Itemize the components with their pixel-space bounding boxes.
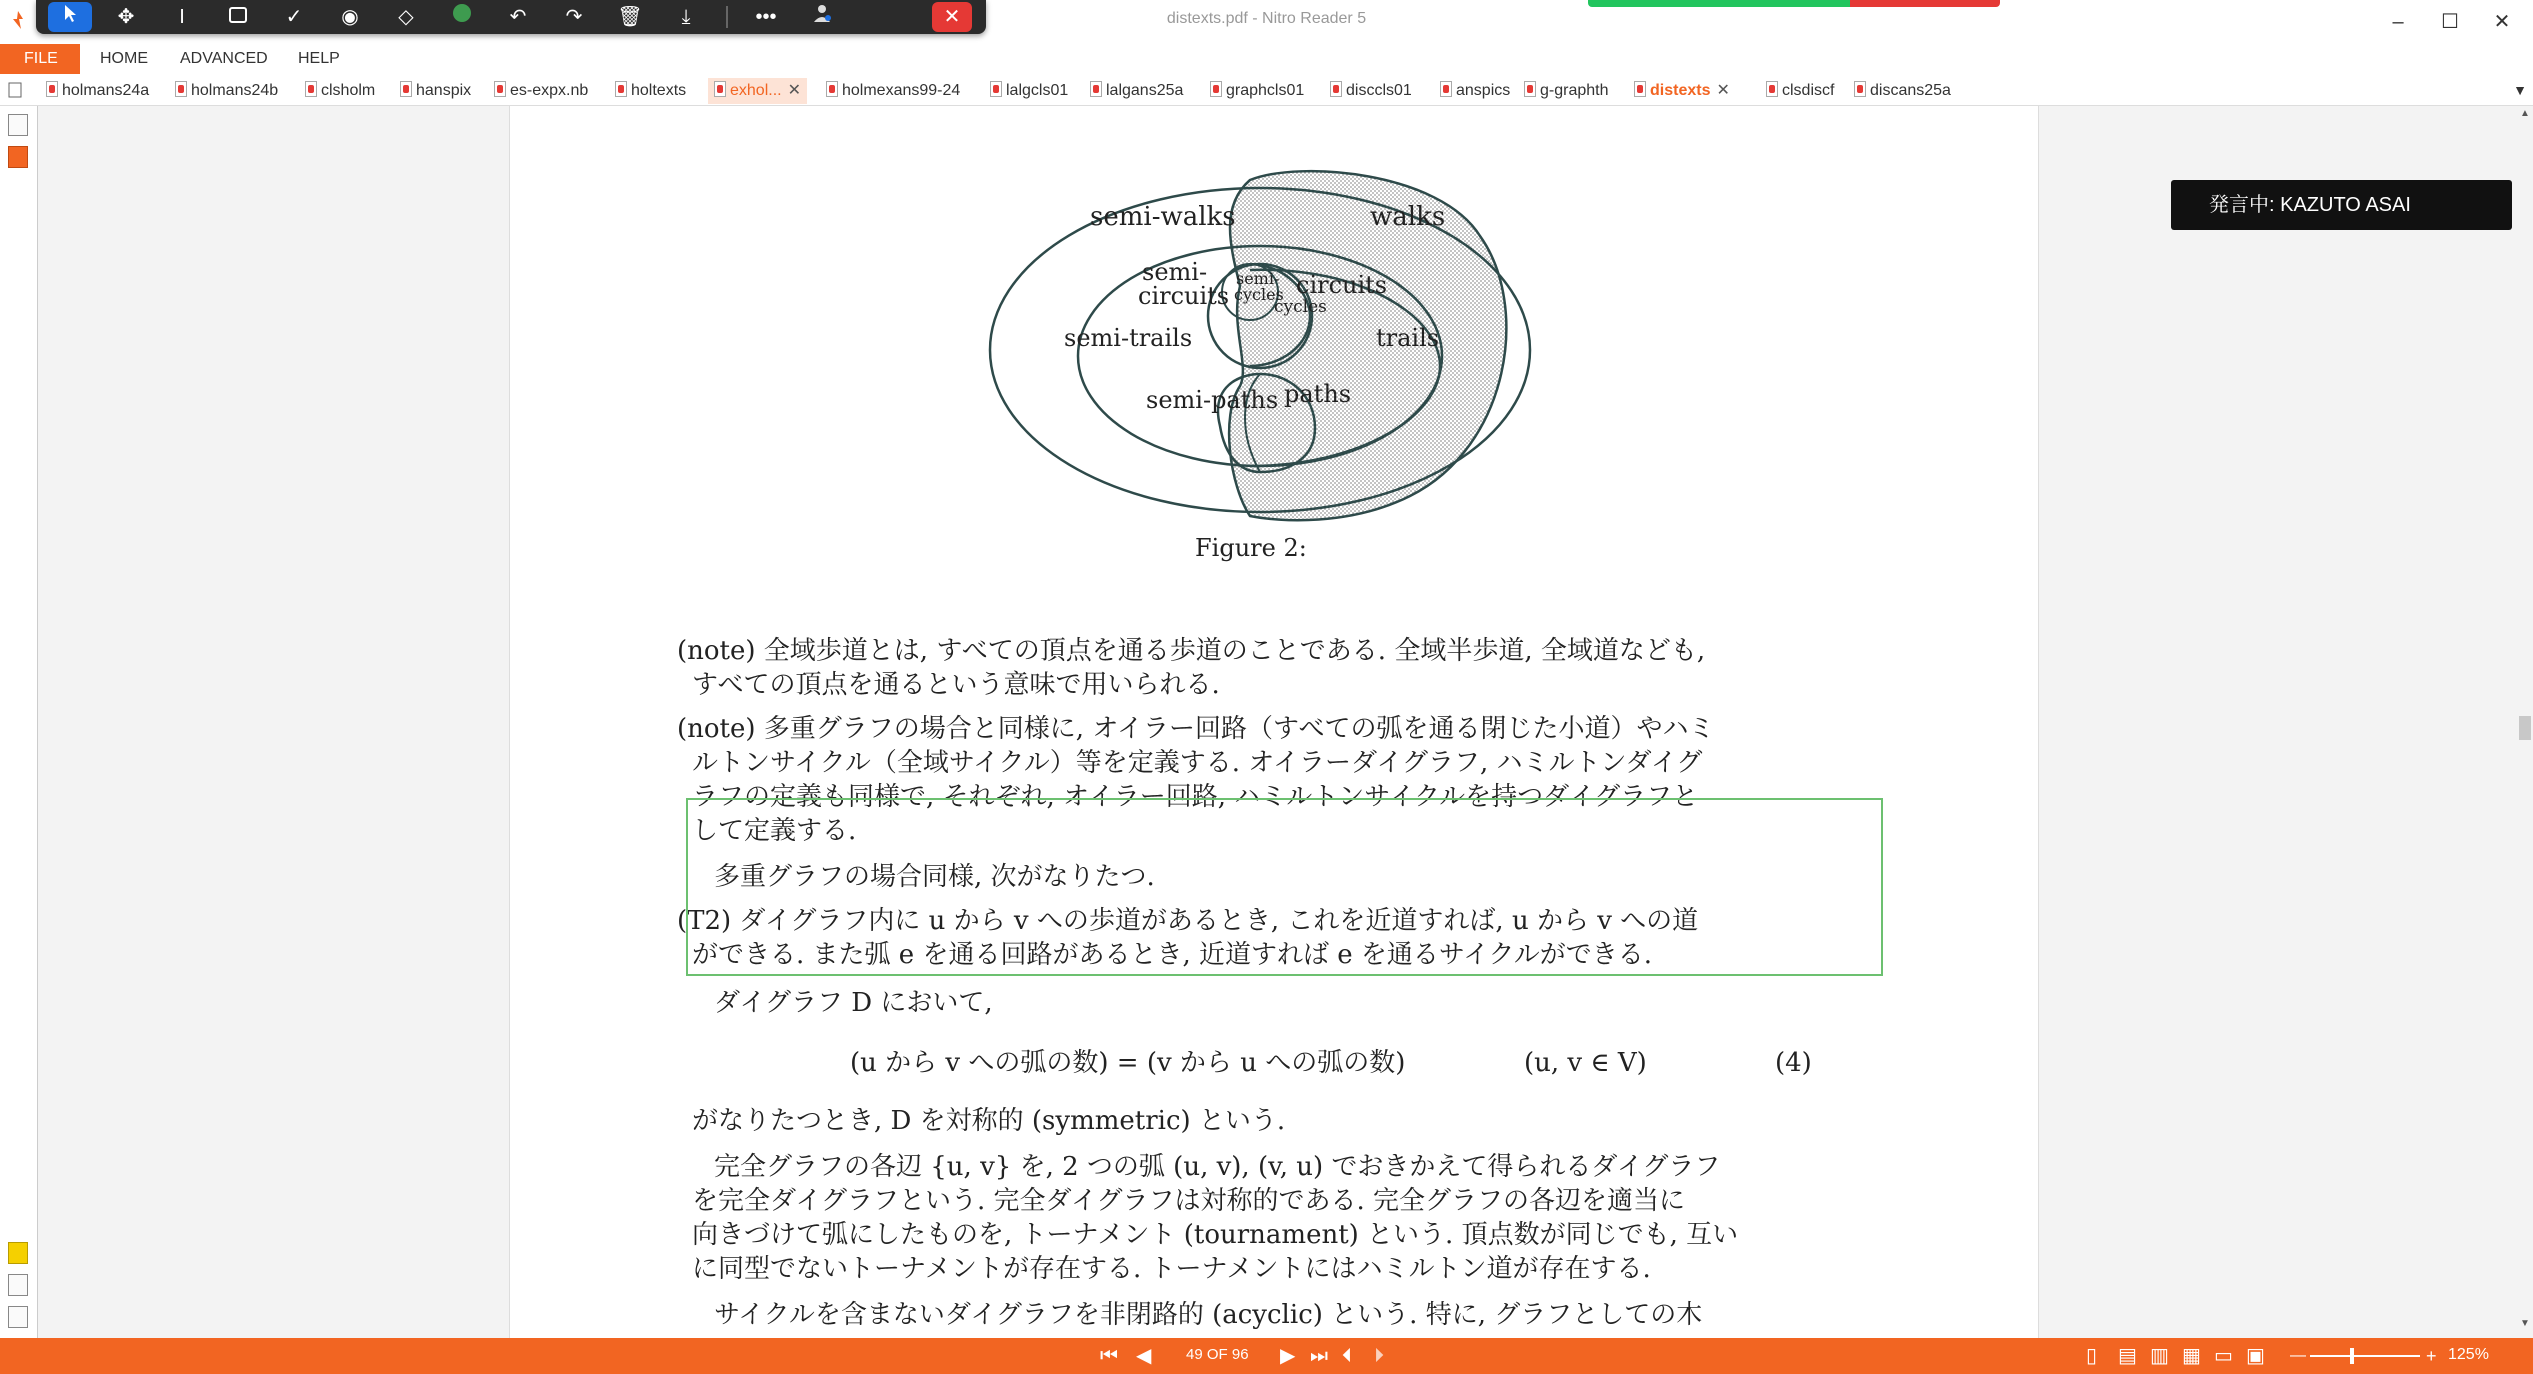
- pdf-file-icon: [175, 81, 187, 97]
- label-circuits: circuits: [1296, 271, 1388, 299]
- note2-line2: ルトンサイクル（全域サイクル）等を定義する. オイラーダイグラフ, ハミルトンダイグ: [692, 748, 1703, 778]
- page-indicator[interactable]: 49 OF 96: [1186, 1346, 1249, 1363]
- tab-holmans24b[interactable]: holmans24b: [175, 78, 278, 104]
- label-trails: trails: [1376, 324, 1440, 352]
- pdf-file-icon: [1090, 81, 1102, 97]
- pdf-file-icon: [1524, 81, 1536, 97]
- venn-diagram: [970, 166, 1550, 546]
- note1-line1: (note) 全域歩道とは, すべての頂点を通る歩道のことである. 全域半歩道, 全域道なども,: [677, 636, 1706, 666]
- vertical-scrollbar[interactable]: [2517, 106, 2533, 1338]
- tab-es-expx[interactable]: es-expx.nb: [494, 78, 588, 104]
- pan-icon[interactable]: ✥: [117, 6, 135, 28]
- fit-width-icon[interactable]: ▭: [2214, 1345, 2233, 1367]
- pages-panel-icon[interactable]: [8, 114, 28, 136]
- tab-lalgans25a[interactable]: lalgans25a: [1090, 78, 1183, 104]
- tab-holtexts[interactable]: holtexts: [615, 78, 686, 104]
- page-icon[interactable]: [8, 82, 22, 98]
- paragraph-symmetric: がなりたつとき, D を対称的 (symmetric) という.: [692, 1106, 1286, 1136]
- check-icon[interactable]: ✓: [285, 6, 303, 28]
- comments-panel-icon[interactable]: [8, 1242, 28, 1264]
- paragraph-complete-line3: 向きづけて弧にしたものを, トーナメント (tournament) という. 頂点数が同じでも, 互い: [692, 1220, 1739, 1250]
- note2-line1: (note) 多重グラフの場合と同様に, オイラー回路（すべての弧を通る閉じた小道）やハミ: [677, 714, 1715, 744]
- tab-close-icon[interactable]: ✕: [1716, 82, 1730, 99]
- paragraph-digraph-d: ダイグラフ D において,: [714, 988, 993, 1018]
- status-indicator-green: [1588, 0, 1850, 7]
- pdf-file-icon: [400, 81, 412, 97]
- text-cursor-icon[interactable]: I: [179, 6, 185, 28]
- label-paths: paths: [1284, 380, 1352, 408]
- paragraph-complete-line4: に同型でないトーナメントが存在する. トーナメントにはハミルトン道が存在する.: [692, 1254, 1651, 1284]
- theorem-t2-line1: (T2) ダイグラフ内に u から v への歩道があるとき, これを近道すれば, u から v への道: [677, 906, 1699, 936]
- tab-holmexans99-24[interactable]: holmexans99-24: [826, 78, 960, 104]
- zoom-level[interactable]: 125%: [2448, 1346, 2489, 1363]
- file-menu[interactable]: FILE: [0, 44, 80, 74]
- figure-caption: Figure 2:: [1195, 534, 1307, 562]
- tab-graphcls01[interactable]: graphcls01: [1210, 78, 1304, 104]
- note2-line4: して定義する.: [692, 816, 857, 846]
- bookmarks-panel-icon[interactable]: [8, 146, 28, 168]
- equation-number: (4): [1775, 1048, 1812, 1078]
- tab-distexts[interactable]: distexts ✕: [1634, 78, 1730, 104]
- menu-help[interactable]: HELP: [298, 50, 340, 67]
- toolbar-separator: [726, 6, 728, 28]
- paragraph-complete-line1: 完全グラフの各辺 {u, v} を, 2 つの弧 (u, v), (v, u) でおきかえて得られるダイグラフ: [714, 1152, 1721, 1182]
- record-icon[interactable]: ◉: [341, 6, 359, 28]
- label-semi-circuits-2: circuits: [1138, 282, 1230, 310]
- zoom-out-button[interactable]: —: [2290, 1347, 2306, 1364]
- continuous-view-icon[interactable]: ▤: [2118, 1345, 2137, 1367]
- pdf-file-icon: [46, 81, 58, 97]
- tab-hanspix[interactable]: hanspix: [400, 78, 471, 104]
- tab-overflow-icon[interactable]: ▼: [2513, 82, 2527, 98]
- tab-close-icon[interactable]: ✕: [787, 82, 801, 99]
- first-page-icon[interactable]: ⏮: [1100, 1345, 1118, 1367]
- paragraph-acyclic: サイクルを含まないダイグラフを非閉路的 (acyclic) という. 特に, グラフとしての木: [714, 1300, 1703, 1330]
- status-indicator-red: [1850, 0, 2000, 7]
- walks-region: [1229, 171, 1506, 520]
- tab-clsholm[interactable]: clsholm: [305, 78, 375, 104]
- user-icon[interactable]: [800, 2, 844, 32]
- pdf-file-icon: [494, 81, 506, 97]
- theorem-t2-line2: ができる. また弧 e を通る回路があるとき, 近道すれば e を通るサイクルができる.: [692, 940, 1653, 970]
- attachments-panel-icon[interactable]: [8, 1274, 28, 1296]
- maximize-button[interactable]: ☐: [2441, 11, 2459, 33]
- eraser-icon[interactable]: ◇: [398, 6, 414, 28]
- label-semi-circuits-1: semi-: [1142, 258, 1208, 286]
- pdf-file-icon: [1210, 81, 1222, 97]
- next-page-icon[interactable]: ▶: [1280, 1345, 1296, 1367]
- facing-continuous-view-icon[interactable]: ▦: [2182, 1345, 2201, 1367]
- single-page-view-icon[interactable]: ▯: [2086, 1345, 2098, 1367]
- scroll-up-icon[interactable]: ▲: [2520, 108, 2530, 119]
- last-page-icon[interactable]: ⏭: [1310, 1345, 1328, 1367]
- floating-toolbar: [36, 0, 986, 34]
- tab-disccls01[interactable]: disccls01: [1330, 78, 1412, 104]
- pointer-icon[interactable]: [48, 2, 92, 32]
- pdf-file-icon: [1766, 81, 1778, 97]
- pdf-file-icon: [826, 81, 838, 97]
- document-viewer[interactable]: [39, 106, 2533, 1338]
- zoom-in-button[interactable]: +: [2426, 1346, 2437, 1366]
- note1-line2: すべての頂点を通るという意味で用いられる.: [692, 670, 1220, 700]
- next-view-icon[interactable]: ⏵: [1374, 1345, 1384, 1367]
- menu-advanced[interactable]: ADVANCED: [180, 50, 268, 67]
- left-panel-rail: [0, 106, 38, 1338]
- more-icon[interactable]: •••: [755, 6, 777, 28]
- equation-condition: (u, v ∈ V): [1524, 1048, 1647, 1078]
- document-tab-bar: [0, 74, 2533, 106]
- pdf-file-icon: [615, 81, 627, 97]
- tab-discans25a[interactable]: discans25a: [1854, 78, 1951, 104]
- label-semi-paths: semi-paths: [1146, 386, 1279, 414]
- tab-exhol[interactable]: exhol... ✕: [708, 78, 807, 104]
- pdf-file-icon: [1634, 81, 1646, 97]
- window-title: distexts.pdf - Nitro Reader 5: [1166, 10, 1367, 27]
- menu-home[interactable]: HOME: [100, 50, 148, 67]
- pdf-file-icon: [990, 81, 1002, 97]
- scroll-down-icon[interactable]: ▼: [2520, 1318, 2530, 1329]
- label-semi-cycles-1: semi-: [1236, 269, 1280, 288]
- scrollbar-thumb[interactable]: [2519, 716, 2531, 740]
- pdf-file-icon: [1854, 81, 1866, 97]
- fit-page-icon[interactable]: ▣: [2246, 1345, 2265, 1367]
- rectangle-icon[interactable]: [216, 2, 260, 32]
- zoom-slider[interactable]: [2310, 1355, 2420, 1357]
- paragraph-multigraph: 多重グラフの場合同様, 次がなりたつ.: [714, 862, 1155, 892]
- minimize-button[interactable]: –: [2392, 11, 2404, 33]
- close-window-button[interactable]: ✕: [2493, 11, 2511, 33]
- speaking-indicator: 発言中: KAZUTO ASAI: [2171, 180, 2512, 230]
- pdf-file-icon: [305, 81, 317, 97]
- label-semi-trails: semi-trails: [1064, 324, 1193, 352]
- annotation-rectangle[interactable]: [686, 798, 1883, 976]
- tab-holmans24a[interactable]: holmans24a: [46, 78, 149, 104]
- equation-4: (u から v への弧の数) = (v から u への弧の数): [850, 1048, 1406, 1078]
- download-icon[interactable]: ⤓: [681, 6, 691, 28]
- note2-line3: ラフの定義も同様で, それぞれ, オイラー回路, ハミルトンサイクルを持つダイグラフと: [692, 782, 1699, 812]
- previous-page-icon[interactable]: ◀: [1136, 1345, 1152, 1367]
- color-dot-icon[interactable]: [440, 2, 484, 32]
- layers-panel-icon[interactable]: [8, 1306, 28, 1328]
- trash-icon[interactable]: 🗑: [617, 6, 643, 28]
- status-bar: [0, 1338, 2533, 1374]
- pdf-file-icon: [1440, 81, 1452, 97]
- close-icon[interactable]: ✕: [932, 2, 972, 32]
- menu-bar: [0, 44, 2533, 74]
- label-cycles: cycles: [1274, 297, 1327, 317]
- undo-icon[interactable]: ↶: [509, 6, 527, 28]
- redo-icon[interactable]: ↷: [565, 6, 583, 28]
- pdf-page: [509, 106, 2039, 1338]
- tab-g-graphth[interactable]: g-graphth: [1524, 78, 1609, 104]
- zoom-slider-handle[interactable]: [2350, 1348, 2354, 1364]
- label-semi-cycles-2: cycles: [1234, 285, 1284, 304]
- paragraph-complete-line2: を完全ダイグラフという. 完全ダイグラフは対称的である. 完全グラフの各辺を適当に: [692, 1186, 1685, 1216]
- pdf-file-icon: [714, 81, 726, 97]
- facing-view-icon[interactable]: ▥: [2150, 1345, 2169, 1367]
- label-walks: walks: [1370, 202, 1446, 232]
- previous-view-icon[interactable]: ⏴: [1342, 1345, 1352, 1367]
- label-semi-walks: semi-walks: [1090, 202, 1236, 232]
- tab-anspics[interactable]: anspics: [1440, 78, 1510, 104]
- tab-clsdiscf[interactable]: clsdiscf: [1766, 78, 1834, 104]
- tab-lalgcls01[interactable]: lalgcls01: [990, 78, 1068, 104]
- pdf-file-icon: [1330, 81, 1342, 97]
